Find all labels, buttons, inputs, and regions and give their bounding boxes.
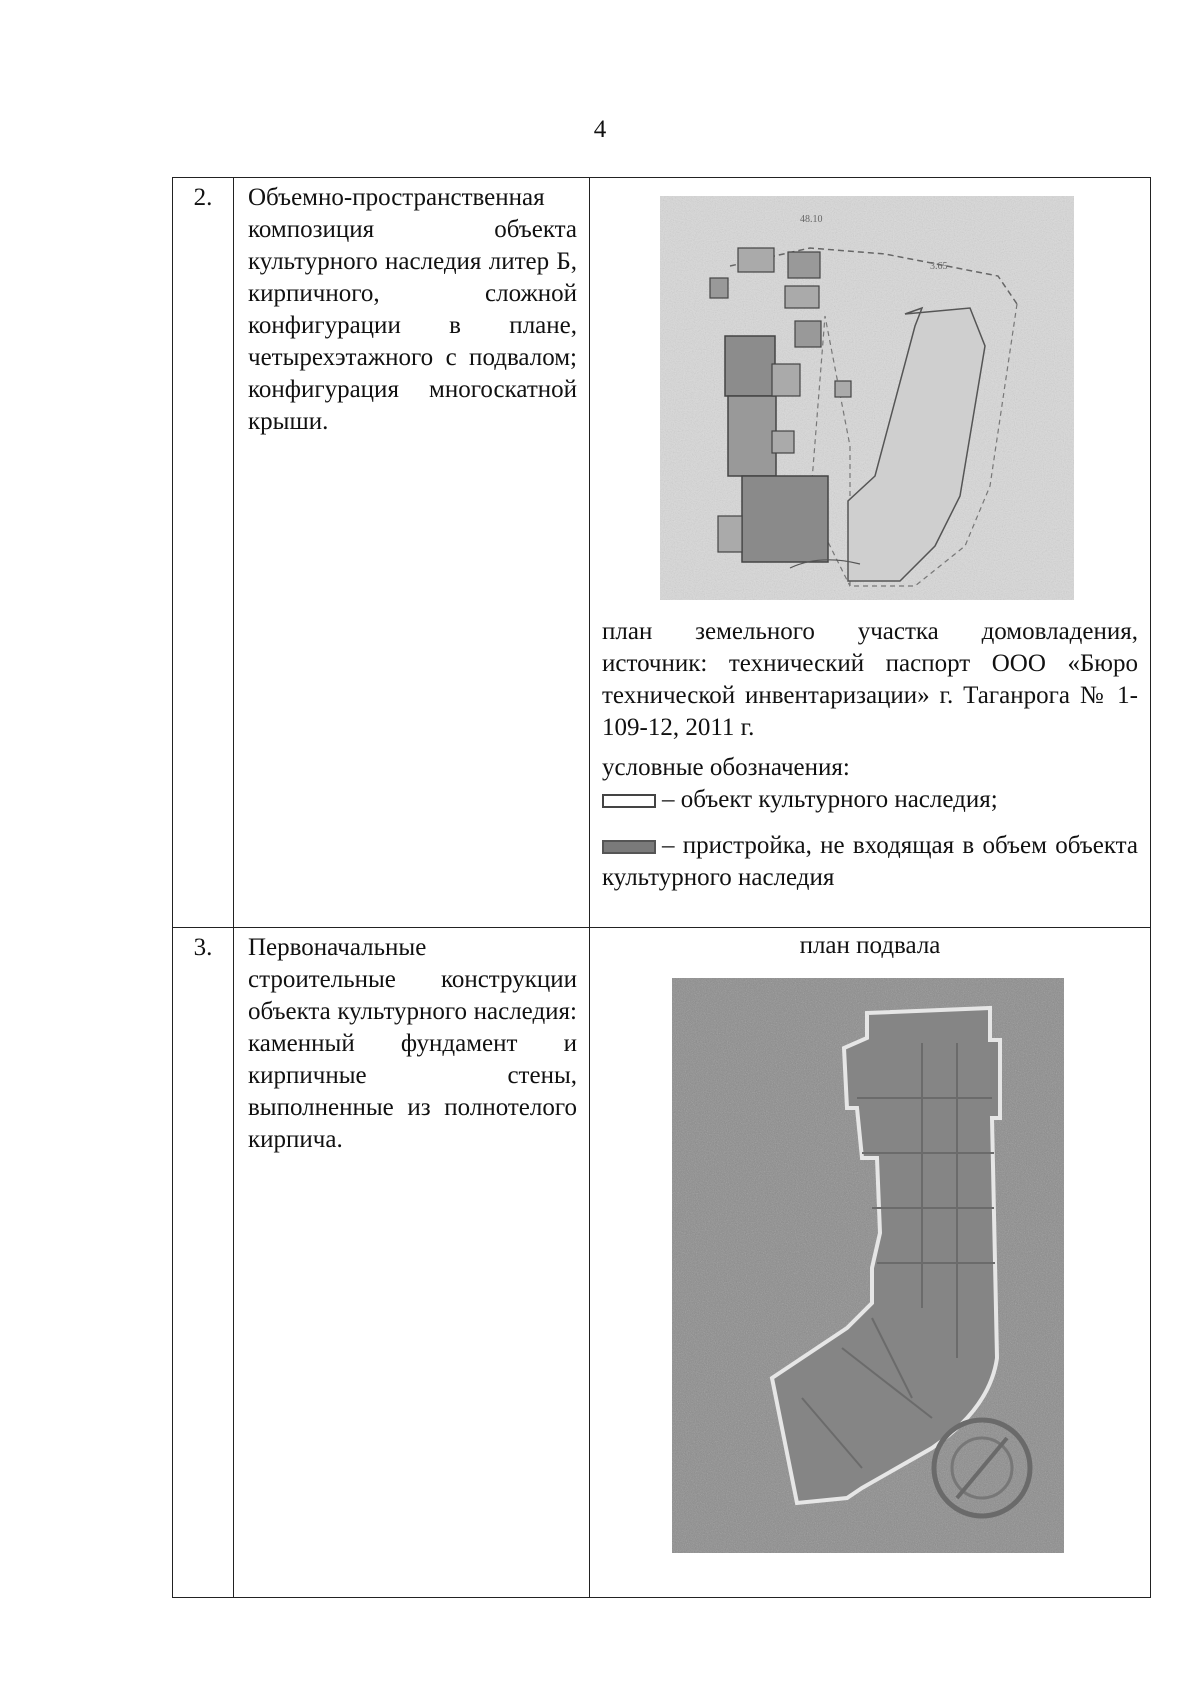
outline-swatch-icon [602,794,656,808]
row-description-cell [234,178,590,928]
row-description: Объемно-пространственная композиция объекта культурного наследия литер Б, кирпичного, сложной конфигурации в плане, четырехэтажного с подвалом; конфигурация многоскатной крыши. [248,184,577,435]
legend-item-heritage [602,784,1138,816]
filled-swatch-icon [602,840,656,854]
basement-plan-image [672,978,1064,1553]
table-row [173,928,1151,1598]
heritage-table [172,177,1151,1598]
row-illustration-cell [590,928,1151,1598]
row-number: 3. [173,928,234,1598]
legend-title: условные обозначения: [602,754,850,781]
legend-label: – пристройка, не входящая в объем объекта культурного наследия [602,832,1138,891]
row-description: Первоначальные строительные конструкции объекта культурного наследия: каменный фундамент и кирпичные стены, выполненные из полнотелого кирпича. [248,934,577,1153]
svg-text:3.65: 3.65 [930,261,948,272]
row-description-cell [234,928,590,1598]
svg-text:48.10: 48.10 [800,214,823,225]
legend-label: – объект культурного наследия; [662,786,998,813]
row-illustration-cell [590,178,1151,928]
row-number: 2. [173,178,234,928]
site-plan-image [660,196,1074,600]
legend-item-extension [602,830,1138,894]
basement-plan-title: план подвала [799,932,941,959]
table-row [173,178,1151,928]
site-plan-caption: план земельного участка домовладения, источник: технический паспорт ООО «Бюро технической инвентаризации» г. Таганрога № 1-109-12, 2011 г. [602,618,1138,741]
page-number: 4 [593,116,607,143]
